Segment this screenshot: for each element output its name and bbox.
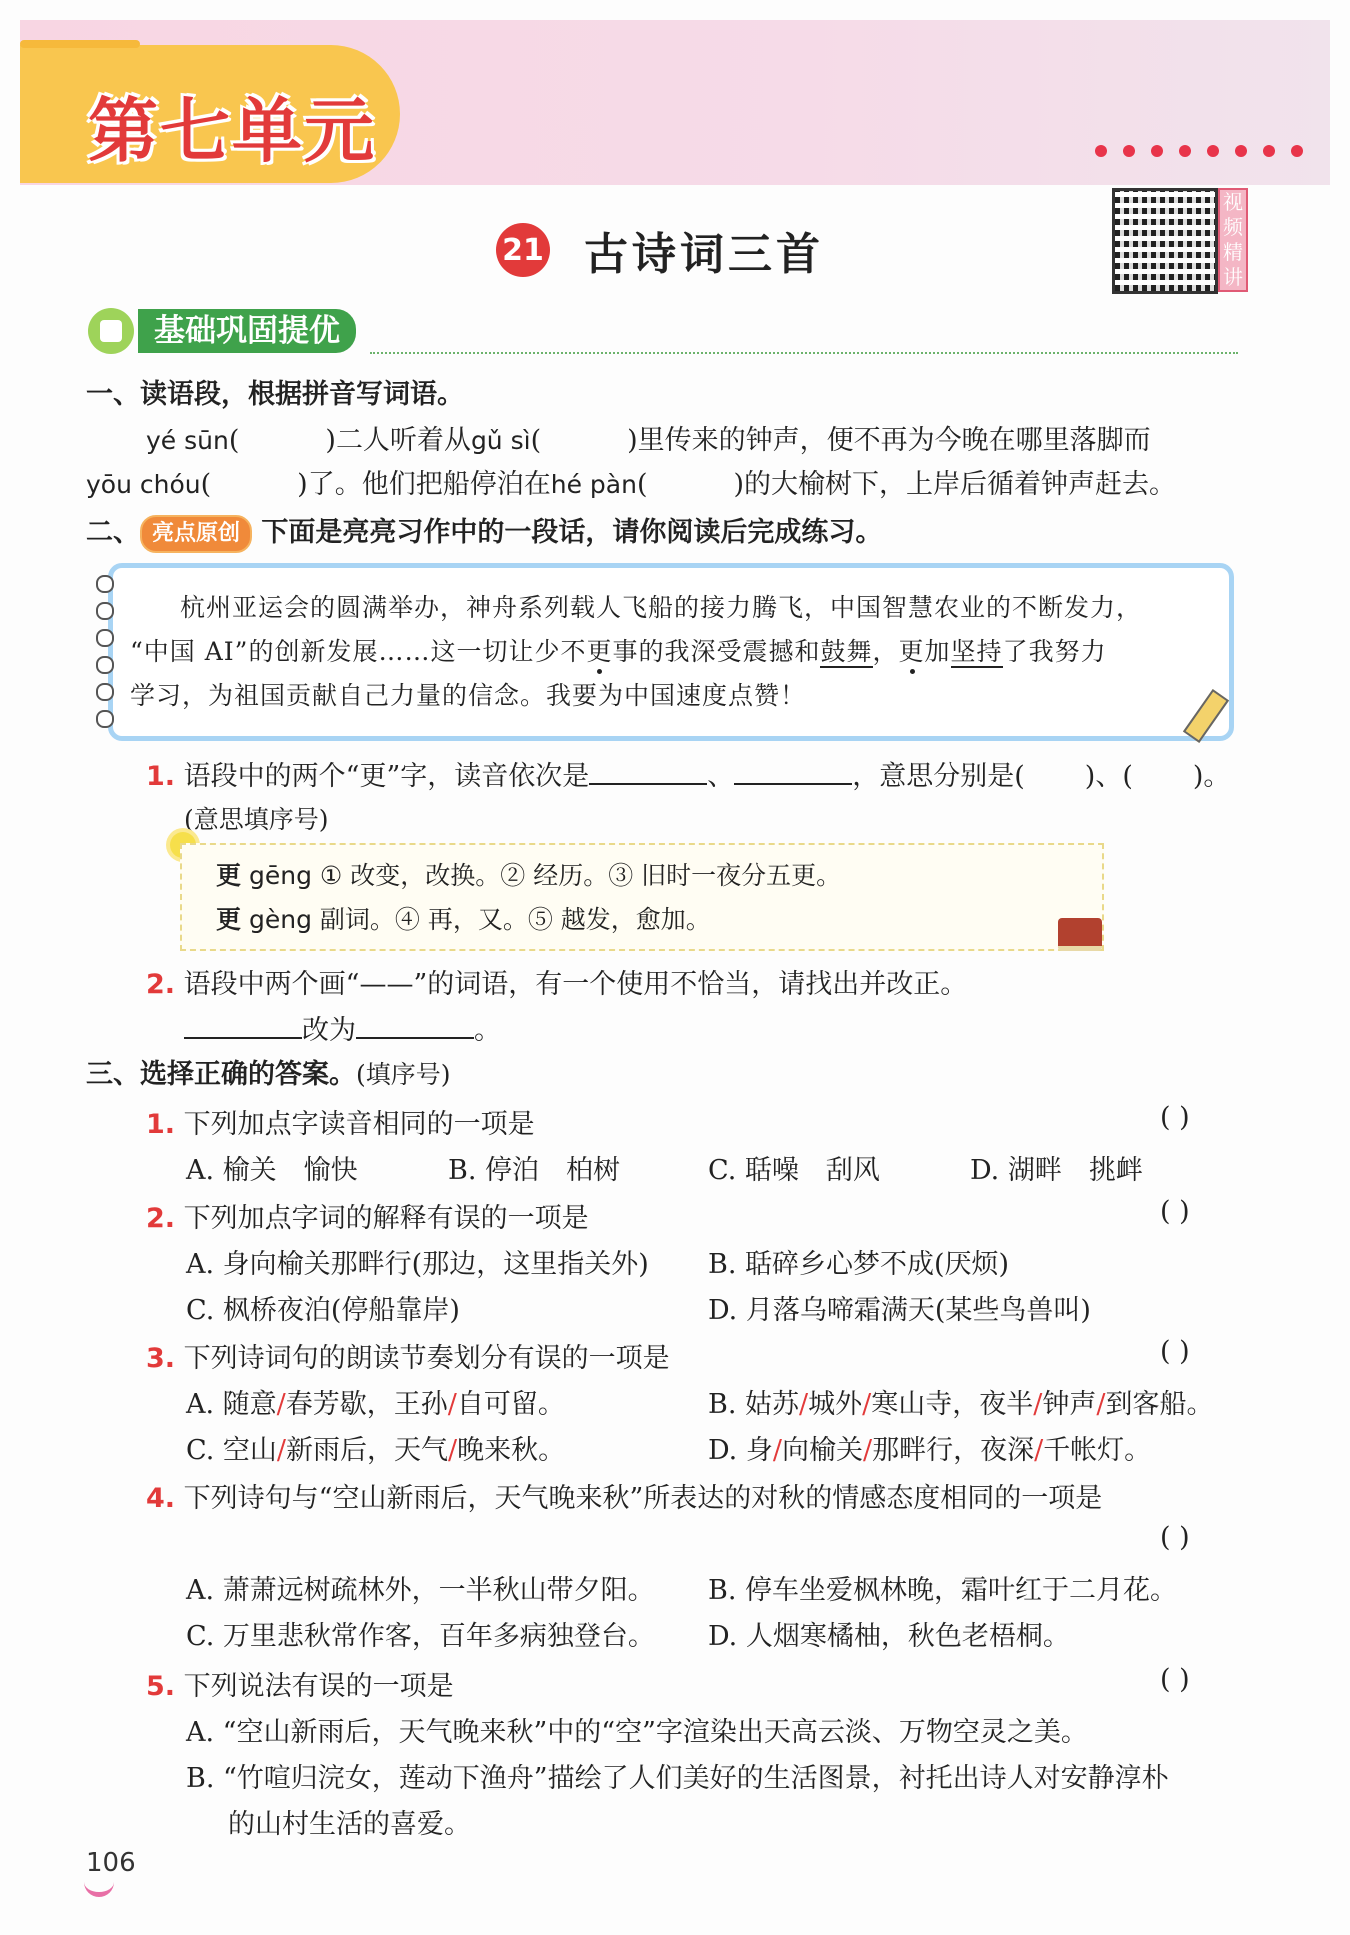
q2-prefix: 二、 — [86, 517, 140, 548]
q2-sub-2: 2. 语段中两个画“——”的词语，有一个使用不恰当，请找出并改正。 — [146, 969, 968, 1000]
answer-paren[interactable]: ( ) — [1160, 1664, 1190, 1695]
qr-code-icon[interactable] — [1112, 188, 1218, 294]
pinyin-2: gǔ sì — [470, 426, 531, 455]
q3-4-opt-b: B. 停车坐爱枫林晚，霜叶红于二月花。 — [708, 1575, 1178, 1606]
qr-label: 视频精讲 — [1218, 188, 1248, 292]
q1-text-3: 了。他们把船停泊在 — [307, 469, 551, 500]
definition-1: 更 gēng ① 改变，改换。② 经历。③ 旧时一夜分五更。 — [216, 861, 842, 890]
q3-1-opt-c: C. 聒噪 刮风 — [708, 1155, 880, 1186]
pinyin-3: yōu chóu — [86, 470, 201, 499]
section-divider — [370, 352, 1238, 354]
answer-blank[interactable] — [734, 782, 852, 785]
q1-line-2: yōu chóu( )了。他们把船停泊在hé pàn( )的大榆树下，上岸后循着钟声赶去。 — [86, 469, 1177, 500]
q3-item-2: 2. 下列加点字词的解释有误的一项是 — [146, 1203, 589, 1234]
q3-heading: 三、选择正确的答案。(填序号) — [86, 1059, 451, 1090]
original-badge: 亮点原创 — [140, 515, 252, 553]
q2-sub-2-answer: 改为 。 — [184, 1008, 501, 1047]
section-header — [88, 308, 356, 354]
q3-item-4: 4. 下列诗句与“空山新雨后，天气晚来秋”所表达的对秋的情感态度相同的一项是 — [146, 1483, 1103, 1514]
q3-5-opt-a: A. “空山新雨后，天气晚来秋”中的“空”字渲染出天高云淡、万物空灵之美。 — [186, 1717, 1088, 1748]
q3-3-opt-a: A. 随意/春芳歇，王孙/自可留。 — [186, 1389, 565, 1420]
underlined-word-2: 坚持 — [950, 637, 1003, 666]
cube-icon — [88, 308, 134, 354]
answer-paren[interactable]: ( ) — [1160, 1102, 1190, 1133]
q3-3-opt-c: C. 空山/新雨后，天气/晚来秋。 — [186, 1435, 566, 1466]
q3-4-opt-c: C. 万里悲秋常作客，百年多病独登台。 — [186, 1621, 655, 1652]
passage-line-2: “中国 AI”的创新发展……这一切让少不更事的我深受震撼和鼓舞，更加坚持了我努力 — [130, 637, 1107, 666]
q3-5-opt-b-cont: 的山村生活的喜爱。 — [228, 1809, 471, 1840]
q1-text-1: 二人听着从 — [335, 425, 471, 456]
q3-item-5: 5. 下列说法有误的一项是 — [146, 1671, 454, 1702]
answer-paren[interactable]: ( ) — [1160, 1196, 1190, 1227]
definition-2: 更 gèng 副词。④ 再，又。⑤ 越发，愈加。 — [216, 905, 711, 934]
passage-line-3: 学习，为祖国贡献自己力量的信念。我要为中国速度点赞！ — [130, 681, 807, 710]
answer-paren[interactable]: ( ) — [1160, 1522, 1190, 1553]
decorative-dots — [1095, 142, 1320, 156]
lesson-heading — [496, 222, 824, 278]
q3-item-3: 3. 下列诗词句的朗读节奏划分有误的一项是 — [146, 1343, 670, 1374]
passage-line-1: 杭州亚运会的圆满举办，神舟系列载人飞船的接力腾飞，中国智慧农业的不断发力， — [180, 593, 1143, 622]
q3-1-opt-a: A. 榆关 愉快 — [186, 1155, 358, 1186]
lesson-title: 古诗词三首 — [584, 229, 824, 280]
q3-2-opt-d: D. 月落乌啼霜满天(某些鸟兽叫) — [708, 1295, 1091, 1326]
q1-text-2: 里传来的钟声，便不再为今晚在哪里落脚而 — [637, 425, 1151, 456]
q3-1-opt-d: D. 湖畔 挑衅 — [970, 1155, 1143, 1186]
book-icon — [1058, 918, 1102, 951]
underlined-word-1: 鼓舞 — [820, 637, 873, 666]
answer-blank[interactable] — [356, 1036, 474, 1039]
section-label: 基础巩固提优 — [138, 309, 356, 353]
answer-blank[interactable] — [589, 782, 707, 785]
q2-sub-1: 1. 语段中的两个“更”字，读音依次是 、 ，意思分别是( )、( )。 — [146, 761, 1231, 792]
q2-heading — [86, 510, 882, 553]
unit-title: 第七单元 — [88, 90, 376, 172]
q3-5-opt-b: B. “竹喧归浣女，莲动下渔舟”描绘了人们美好的生活图景，衬托出诗人对安静淳朴 — [186, 1763, 1169, 1794]
notebook-rings — [96, 575, 116, 725]
dotted-char-1: 更 — [586, 637, 613, 666]
pinyin-4: hé pàn — [550, 470, 637, 499]
q3-2-opt-b: B. 聒碎乡心梦不成(厌烦) — [708, 1249, 1010, 1280]
q1-heading: 一、读语段，根据拼音写词语。 — [86, 379, 464, 410]
q1-line-1: yé sūn( )二人听着从gǔ sì( )里传来的钟声，便不再为今晚在哪里落脚而 — [146, 425, 1151, 456]
q3-4-opt-d: D. 人烟寒橘柚，秋色老梧桐。 — [708, 1621, 1070, 1652]
lesson-number: 21 — [496, 223, 550, 277]
q3-4-opt-a: A. 萧萧远树疏林外，一半秋山带夕阳。 — [186, 1575, 655, 1606]
q1-text-4: 的大榆树下，上岸后循着钟声赶去。 — [744, 469, 1177, 500]
q3-3-opt-d: D. 身/向榆关/那畔行，夜深/千帐灯。 — [708, 1435, 1152, 1466]
pinyin-1: yé sūn — [146, 426, 229, 455]
q2-sub-1-note: (意思填序号) — [184, 805, 329, 834]
answer-blank[interactable] — [184, 1036, 302, 1039]
dotted-char-2: 更 — [898, 637, 925, 666]
q3-1-opt-b: B. 停泊 柏树 — [448, 1155, 621, 1186]
tab-accent-line — [20, 40, 140, 48]
q2-heading-text: 下面是亮亮习作中的一段话，请你阅读后完成练习。 — [261, 517, 883, 548]
answer-paren[interactable]: ( ) — [1160, 1336, 1190, 1367]
q3-item-1: 1. 下列加点字读音相同的一项是 — [146, 1109, 535, 1140]
q3-3-opt-b: B. 姑苏/城外/寒山寺，夜半/钟声/到客船。 — [708, 1389, 1214, 1420]
page-number: 106 — [86, 1848, 136, 1878]
q3-2-opt-c: C. 枫桥夜泊(停船靠岸) — [186, 1295, 460, 1326]
q3-2-opt-a: A. 身向榆关那畔行(那边，这里指关外) — [186, 1249, 649, 1280]
